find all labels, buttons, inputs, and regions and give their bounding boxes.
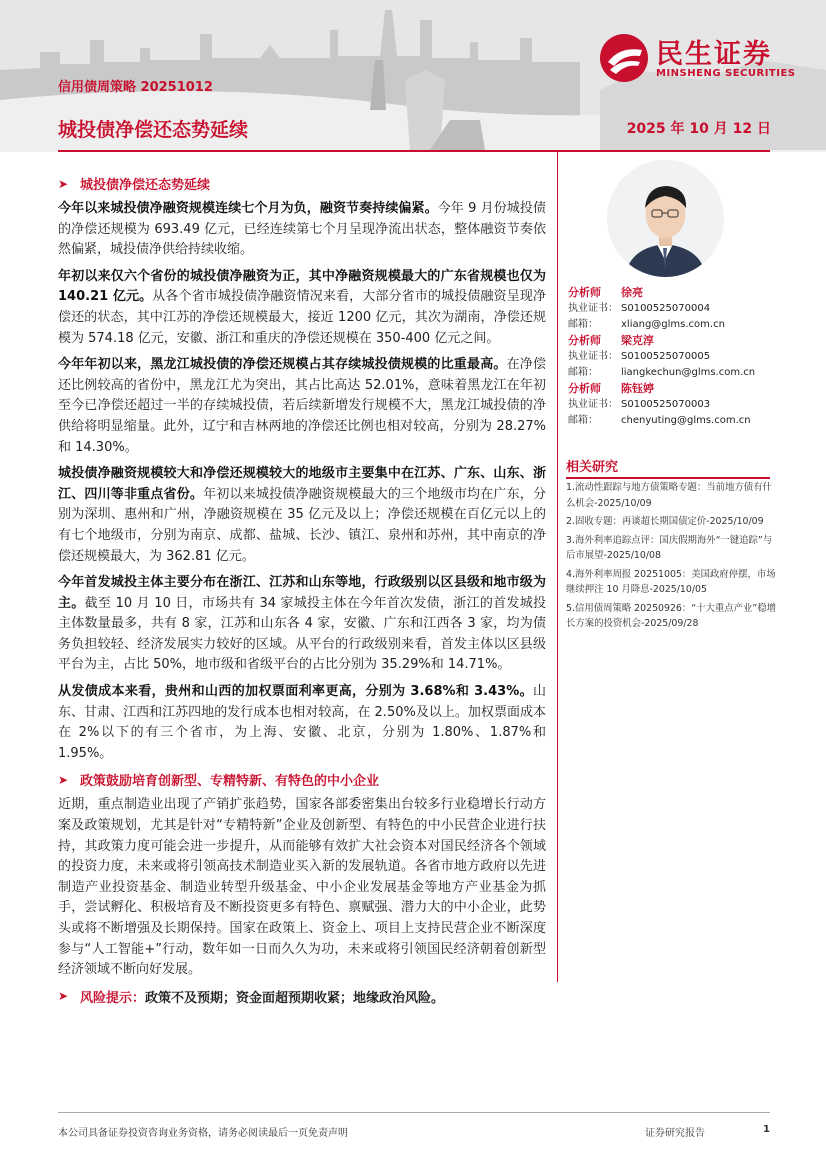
paragraph-lead: 从发债成本来看，贵州和山西的加权票面利率更高，分别为 3.68%和 3.43%。 bbox=[58, 684, 533, 700]
header-divider bbox=[58, 150, 770, 152]
paragraph bbox=[58, 199, 546, 261]
cert-label: 执业证书： bbox=[568, 303, 618, 314]
analyst-role: 分析师 bbox=[568, 286, 601, 299]
paragraph bbox=[58, 682, 546, 764]
paragraph-body: 年初以来城投债净融资规模最大的三个地级市均在广东，分别为深圳、惠州和广州，净融资规模在 35 亿元及以上；净偿还规模在百亿元以上的有七个地级市，分别为南京、成都、盐城、长沙、镇江、泉州和苏州，其中南京的净偿还规模最大，为 362.81 亿元。 bbox=[58, 486, 546, 564]
paragraph bbox=[58, 464, 546, 567]
cert-number: S0100525070005 bbox=[621, 351, 711, 362]
company-logo bbox=[598, 32, 804, 84]
cert-label: 执业证书： bbox=[568, 351, 618, 362]
paragraph bbox=[58, 573, 546, 676]
analyst-entry bbox=[568, 381, 778, 429]
analyst-photo bbox=[607, 160, 724, 277]
analyst-role: 分析师 bbox=[568, 382, 601, 395]
analyst-name: 陈钰婷 bbox=[621, 382, 654, 395]
cert-label: 执业证书： bbox=[568, 399, 618, 410]
analyst-entry bbox=[568, 333, 778, 381]
main-content bbox=[58, 172, 546, 1006]
section-heading-2 bbox=[58, 770, 546, 789]
footer-report-type: 证券研究报告 bbox=[645, 1128, 705, 1139]
report-title: 城投债净偿还态势延续 bbox=[58, 119, 249, 141]
paragraph-lead: 今年首发城投主体主要分布在浙江、江苏和山东等地，行政级别以区县级和地市级为主。 bbox=[58, 575, 546, 611]
paragraph-body: 山东、甘肃、江西和江苏四地的发行成本也相对较高，在 2.50%及以上。加权票面成本在 2%以下的有三个省市，为上海、安徽、北京，分别为 1.80%、1.87%和 1.95%。 bbox=[58, 684, 546, 761]
analyst-portrait-image bbox=[607, 160, 724, 277]
analyst-email[interactable]: liangkechun@glms.com.cn bbox=[621, 367, 756, 378]
related-research-list bbox=[566, 480, 778, 635]
analyst-role: 分析师 bbox=[568, 334, 601, 347]
analyst-entry bbox=[568, 285, 778, 333]
paragraph-lead: 今年以来城投债净融资规模连续七个月为负，融资节奏持续偏紧。 bbox=[58, 201, 438, 216]
page-number: 1 bbox=[763, 1124, 770, 1135]
header-banner bbox=[0, 0, 826, 152]
footer-disclaimer: 本公司具备证券投资咨询业务资格，请务必阅读最后一页免责声明 bbox=[58, 1128, 348, 1139]
analyst-email[interactable]: chenyuting@glms.com.cn bbox=[621, 415, 751, 426]
cert-number: S0100525070003 bbox=[621, 399, 711, 410]
related-research-link[interactable]: 1.流动性跟踪与地方债策略专题：当前地方债有什么机会-2025/10/09 bbox=[566, 482, 772, 509]
email-label: 邮箱： bbox=[568, 319, 598, 330]
paragraph-lead: 城投债净融资规模较大和净偿还规模较大的地级市主要集中在江苏、广东、山东、浙江、四川等非重点省份。 bbox=[58, 466, 546, 502]
paragraph-body: 从各个省市城投债净融资情况来看，大部分省市的城投债融资呈现净偿还的状态，其中江苏的净偿还规模最大，接近 1200 亿元，其次为湖南，净偿还规模为 574.18 亿元，安徽、浙江和重庆的净偿还规模在 350-400 亿元之间。 bbox=[58, 289, 546, 346]
logo-name-cn: 民生证券 bbox=[656, 39, 772, 70]
paragraph-body: 今年 9 月份城投债的净偿还规模为 693.49 亿元，已经连续第七个月呈现净流出状态，整体融资节奏依然偏紧，城投债净供给持续收缩。 bbox=[58, 201, 546, 258]
report-series: 信用债周策略 20251012 bbox=[58, 80, 213, 95]
paragraph-body: 截至 10 月 10 日，市场共有 34 家城投主体在今年首次发债，浙江的首发城投主体数量最多，共有 8 家，江苏和山东各 4 家，安徽、广东和江西各 3 家，均为债务负担较轻、经济发展实力较好的区域。从平台的行政级别来看，首发主体以区县级平台为主，占比 50%，地市级和省级平台的占比分别为 35.29%和 14.71%。 bbox=[58, 595, 546, 673]
risk-warning bbox=[58, 987, 546, 1006]
paragraph-body: 近期，重点制造业出现了产销扩张趋势，国家各部委密集出台较多行业稳增长行动方案及政策规划，尤其是针对“专精特新”企业及创新型、有特色的中小民营企业进行扶持，其政策力度可能会进一步提升，从而能够有效扩大社会资本对国民经济各个领域的投资力度，未来或将引领高技术制造业买入新的发展轨道。各省市地方政府以先进制造产业投资基金、制造业转型升级基金、中小企业发展基金等地方产业基金为抓手，尝试孵化、积极培育及不断投资更多有特色、禀赋强、潜力大的中小企业，此势头或将不断增强及长期保持。国家在政策上、资金上、项目上支持民营企业不断深度参与“人工智能+”行动，数年如一日而久久为功，未来或将引领国民经济朝着创新型经济领域不断向好发展。 bbox=[58, 797, 546, 978]
risk-label: 风险提示： bbox=[80, 990, 146, 1006]
report-date: 2025 年 10 月 12 日 bbox=[626, 121, 771, 137]
section-heading-1 bbox=[58, 174, 546, 193]
email-label: 邮箱： bbox=[568, 415, 598, 426]
analyst-email[interactable]: xliang@glms.com.cn bbox=[621, 319, 725, 330]
paragraph bbox=[58, 355, 546, 458]
related-research-link[interactable]: 5.信用债周策略 20250926：“十大重点产业”稳增长方案的投资机会-2025/09/28 bbox=[566, 602, 776, 629]
analyst-name: 梁克淳 bbox=[621, 334, 654, 347]
paragraph-lead: 年初以来仅六个省份的城投债净融资为正，其中净融资规模最大的广东省规模也仅为 140.21 亿元。 bbox=[58, 268, 546, 305]
risk-text: 政策不及预期；资金面超预期收紧；地缘政治风险。 bbox=[145, 990, 445, 1006]
chevron-right-icon: ➤ bbox=[58, 989, 69, 1004]
column-divider bbox=[557, 152, 558, 982]
related-research-link[interactable]: 4.海外利率周报 20251005：美国政府停摆，市场继续押注 10 月降息-2025/10/05 bbox=[566, 568, 776, 595]
logo-emblem-icon bbox=[598, 32, 650, 84]
section-heading-text: 城投债净偿还态势延续 bbox=[80, 178, 211, 193]
related-research-link[interactable]: 2.固收专题：再谈超长期国债定价-2025/10/09 bbox=[566, 516, 764, 527]
chevron-right-icon: ➤ bbox=[58, 176, 69, 191]
paragraph bbox=[58, 267, 546, 349]
chevron-right-icon: ➤ bbox=[58, 772, 69, 787]
logo-name-en: MINSHENG SECURITIES bbox=[656, 68, 796, 79]
analyst-list bbox=[568, 285, 778, 429]
related-research-link[interactable]: 3.海外利率追踪点评：国庆假期海外“一键追踪”与后市展望-2025/10/08 bbox=[566, 534, 773, 561]
section-heading-text: 政策鼓励培育创新型、专精特新、有特色的中小企业 bbox=[80, 774, 380, 790]
cert-number: S0100525070004 bbox=[621, 303, 711, 314]
footer-divider bbox=[58, 1112, 770, 1113]
related-research-heading: 相关研究 bbox=[566, 456, 770, 479]
paragraph-body: 在净偿还比例较高的省份中，黑龙江尤为突出，其占比高达 52.01%，意味着黑龙江在年初至今已净偿还超过一半的存续城投债，若后续新增发行规模不大，黑龙江城投债的净供给将明显缩量。此外，辽宁和吉林两地的净偿还比例也相对较高，分别为 28.27%和 14.30%。 bbox=[58, 357, 546, 455]
email-label: 邮箱： bbox=[568, 367, 598, 378]
paragraph bbox=[58, 795, 546, 980]
paragraph-lead: 今年年初以来，黑龙江城投债的净偿还规模占其存续城投债规模的比重最高。 bbox=[58, 357, 507, 373]
analyst-name: 徐亮 bbox=[621, 286, 643, 299]
